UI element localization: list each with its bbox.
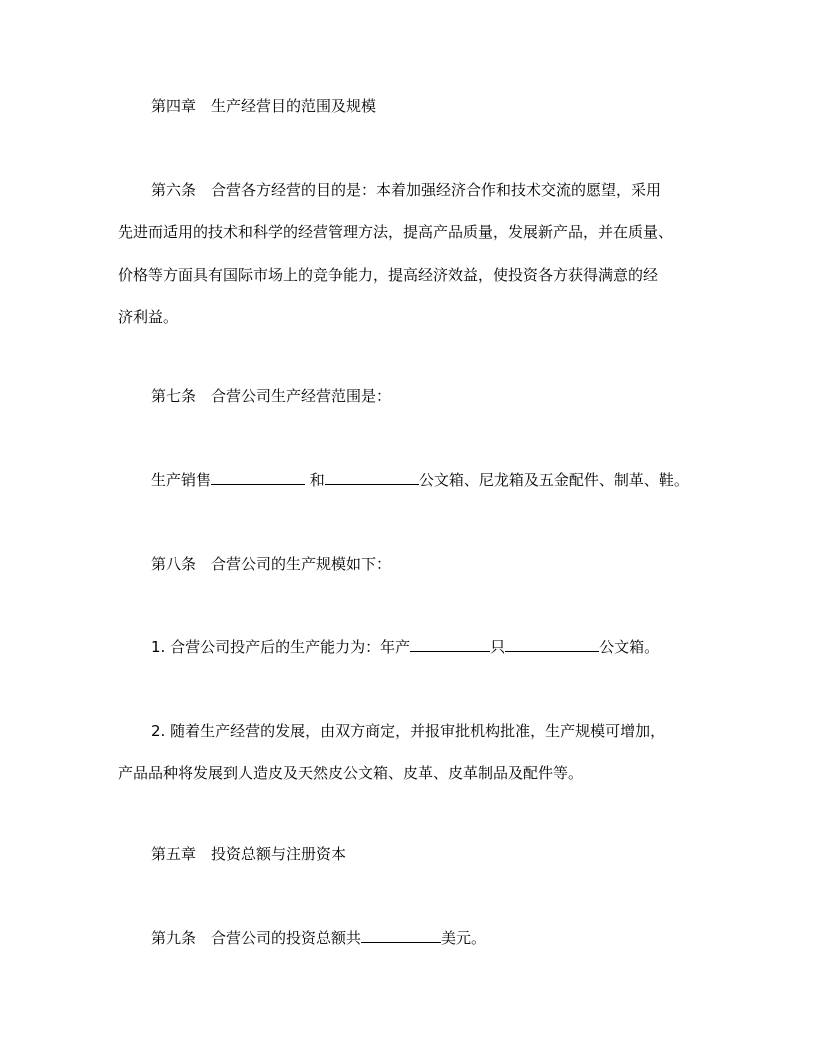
article-text: 合营公司的生产规模如下： <box>211 555 392 573</box>
article-7-scope <box>151 470 689 490</box>
blank-field <box>325 470 419 485</box>
article-6-line-3: 价格等方面具有国际市场上的竞争能力，提高经济效益，使投资各方获得满意的经 <box>118 266 659 284</box>
article-8-heading <box>151 554 391 574</box>
item-suffix: 公文箱。 <box>599 638 660 656</box>
chapter-4-heading <box>151 96 376 116</box>
article-6-line-2: 先进而适用的技术和科学的经营管理方法，提高产品质量，发展新产品，并在质量、 <box>118 223 674 241</box>
scope-suffix: 公文箱、尼龙箱及五金配件、制革、鞋。 <box>418 471 689 489</box>
article-label: 第九条 <box>151 929 197 947</box>
blank-field <box>410 637 490 652</box>
article-8-item-2-line-2: 产品品种将发展到人造皮及天然皮公文箱、皮革、皮革制品及配件等。 <box>118 764 584 782</box>
article-label: 第七条 <box>151 387 197 405</box>
chapter-5-heading <box>151 844 346 864</box>
article-7-heading <box>151 386 391 406</box>
scope-and: 和 <box>309 471 325 489</box>
blank-field <box>211 470 305 485</box>
scope-prefix: 生产销售 <box>151 471 212 489</box>
article-6-line-4: 济利益。 <box>118 308 179 326</box>
chapter-title: 投资总额与注册资本 <box>211 845 347 863</box>
article-6-line-1 <box>151 180 661 200</box>
chapter-title: 生产经营目的范围及规模 <box>211 97 377 115</box>
blank-field <box>361 928 441 943</box>
item-prefix: 1. 合营公司投产后的生产能力为：年产 <box>151 638 411 656</box>
article-text: 合营各方经营的目的是：本着加强经济合作和技术交流的愿望，采用 <box>211 181 662 199</box>
article-label: 第八条 <box>151 555 197 573</box>
article-8-item-2-line-1: 2. 随着生产经营的发展，由双方商定，并报审批机构批准，生产规模可增加， <box>151 722 666 740</box>
article-label: 第六条 <box>151 181 197 199</box>
article-text-suffix: 美元。 <box>441 929 487 947</box>
chapter-number: 第五章 <box>151 845 197 863</box>
item-unit: 只 <box>490 638 506 656</box>
blank-field <box>505 637 599 652</box>
article-text-prefix: 合营公司的投资总额共 <box>211 929 362 947</box>
article-8-item-1 <box>151 637 659 657</box>
article-text: 合营公司生产经营范围是： <box>211 387 392 405</box>
article-9 <box>151 928 486 948</box>
chapter-number: 第四章 <box>151 97 197 115</box>
